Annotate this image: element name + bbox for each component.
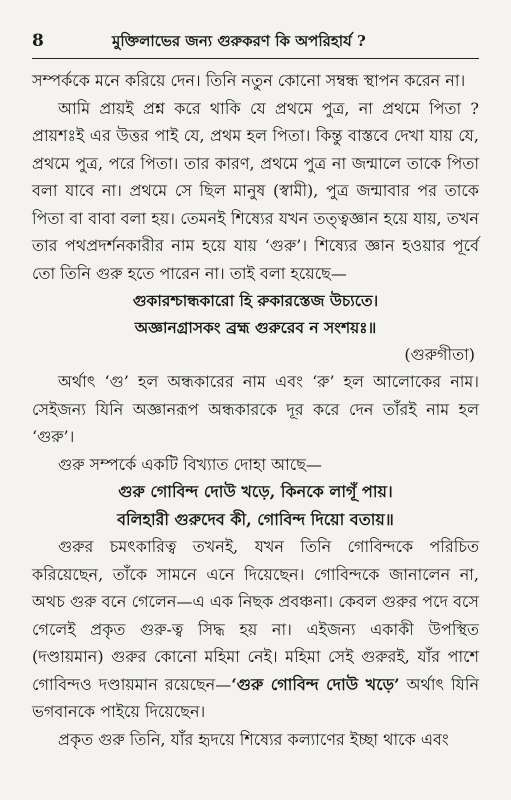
running-title: মুক্তিলাভের জন্য গুরুকরণ কি অপরিহার্য ?: [112, 32, 366, 50]
verse-line: অজ্ঞানগ্রাসকং ব্রহ্ম গুরুরেব ন সংশয়ঃ॥: [134, 318, 377, 337]
paragraph: অর্থাৎ ‘গু’ হল অন্ধকারের নাম এবং ‘রু’ হল আলোকের নাম। সেইজন্য যিনি অজ্ঞানরূপ অন্ধকারকে দূর করে দেন তাঁরই নাম হল ‘গুরু’।: [32, 372, 479, 446]
verse-line: গুকারশ্চান্ধকারো হি রুকারস্তেজ উচ্যতে।: [132, 291, 379, 310]
page-number: 8: [32, 31, 44, 51]
doha-line: বলিহারী গুরুদেব কী, গোবিন্দ দিয়ো বতায়॥: [117, 509, 394, 529]
paragraph: আমি প্রায়ই প্রশ্ন করে থাকি যে প্রথমে পুত্র, না প্রথমে পিতা ? প্রায়শঃই এর উত্তর পাই যে, প্রথম হল পিতা। কিন্তু বাস্তবে দেখা যায় যে, প্রথমে পুত্র, পরে পিতা। তার কারণ, প্রথমে পুত্র না জন্মালে তাকে পিতা বলা যাবে না। প্রথমে সে ছিল মানুষ (স্বামী), পুত্র জন্মাবার পর তাকে পিতা বা বাবা বলা হয়। তেমনই শিষ্যের যখন তত্ত্বজ্ঞান হয়ে যায়, তখন তার পথপ্রদর্শনকারীর নাম হয়ে যায় ‘গুরু’। শিষ্যের জ্ঞান হওয়ার পূর্বে তো তিনি গুরু হতে পারেন না। তাই বলা হয়েছে—: [32, 98, 479, 283]
paragraph-text: গুরুর চমৎকারিত্ব তখনই, যখন তিনি গোবিন্দকে পরিচিত করিয়েছেন, তাঁকে সামনে এনে দিয়েছেন। গোবিন্দকে জানালেন না, অথচ গুরু বনে গেলেন—এ এক নিছক প্রবঞ্চনা। কেবল গুরুর পদে বসে গেলেই প্রকৃত গুরু-ত্ব সিদ্ধ হয় না। এইজন্য একাকী উপস্থিত (দণ্ডায়মান) গুরুর কোনো মহিমা নেই। মহিমা সেই গুরুরই, যাঁর পাশে গোবিন্দও দণ্ডায়মান রয়েছেন—: [32, 537, 479, 694]
paragraph: সম্পর্ককে মনে করিয়ে দেন। তিনি নতুন কোনো সম্বন্ধ স্থাপন করেন না।: [32, 71, 466, 90]
quoted-phrase: ‘গুরু গোবিন্দ দোউ খড়ে’: [231, 674, 400, 694]
doha-line: গুরু গোবিন্দ দোউ খড়ে, কিনকে লাগূঁ পায়।: [118, 482, 393, 501]
page-header: [32, 30, 479, 59]
paragraph: প্রকৃত গুরু তিনি, যাঁর হৃদয়ে শিষ্যের কল্যাণের ইচ্ছা থাকে এবং: [58, 729, 449, 749]
paragraph: [32, 533, 479, 726]
paragraph: গুরু সম্পর্কে একটি বিখ্যাত দোহা আছে—: [58, 454, 322, 474]
paragraph-text: অর্থাৎ যিনি ভগবানকে পাইয়ে দিয়েছেন।: [32, 674, 479, 721]
verse-source: (গুরুগীতা): [404, 345, 475, 364]
